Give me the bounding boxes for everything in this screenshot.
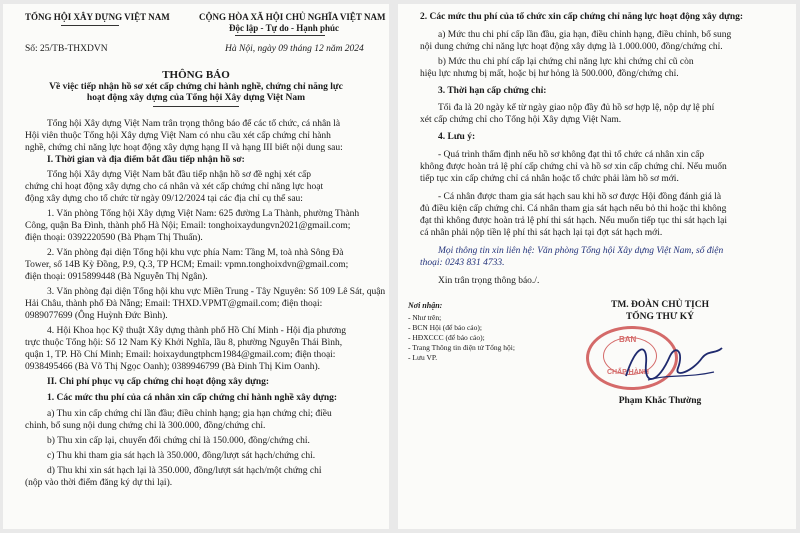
- body-line: Hội viên thuộc Tổng hội Xây dựng Việt Nam có nhu cầu xét cấp chứng chỉ hành: [25, 131, 331, 141]
- section-heading: II. Chi phí phục vụ cấp chứng chỉ hoạt động xây dựng:: [47, 377, 270, 387]
- address-line: điện thoại: 0392220590 (Bà Phạm Thị Thuấn).: [25, 233, 203, 243]
- document-number: Số: 25/TB-THXDVN: [25, 44, 108, 54]
- fee-line: b) Thu xin cấp lại, chuyển đổi chứng chỉ là 150.000, đồng/chứng chỉ.: [47, 436, 310, 446]
- left-document-page: [3, 4, 389, 529]
- subsection-heading: 3. Thời hạn cấp chứng chỉ:: [438, 86, 547, 96]
- contact-line: thoại: 0243 831 4733.: [420, 258, 505, 268]
- recipient-item: - BCN Hội (để báo cáo);: [408, 323, 482, 332]
- signer-name: Phạm Khắc Thường: [618, 396, 702, 406]
- fee-line: a) Thu xin cấp chứng chỉ lần đầu; điều chỉnh hạng; gia hạn chứng chỉ; điều: [47, 409, 332, 419]
- handwritten-signature: [618, 334, 728, 394]
- section-heading: I. Thời gian và địa điểm bắt đầu tiếp nhận hồ sơ:: [47, 155, 245, 165]
- fee-line: nội dung chứng chỉ năng lực hoạt động xây dựng là 1.000.000, đồng/chứng chỉ.: [420, 42, 723, 52]
- address-line: Công, quận Ba Đình, thành phố Hà Nội; Email: tonghoixaydungvn2021@gmail.com;: [25, 221, 351, 231]
- body-line: chứng chỉ hoạt động xây dựng cho cá nhân và xét cấp chứng chỉ năng lực hoạt: [25, 182, 324, 192]
- fee-line: hiệu lực nhưng bị mất, hoặc bị hư hỏng là 500.000, đồng/chứng chỉ.: [420, 69, 679, 79]
- recipient-item: - Như trên;: [408, 313, 442, 322]
- note-line: đủ điều kiện cấp chứng chỉ. Cá nhân tham gia sát hạch nếu bỏ thi hoặc thi không: [420, 204, 727, 214]
- document-subtitle-line-1: Về việc tiếp nhận hồ sơ xét cấp chứng chỉ hành nghề, chứng chỉ năng lực: [49, 82, 343, 92]
- right-document-page: [398, 4, 796, 529]
- recipients-title: Nơi nhận:: [408, 301, 443, 310]
- subsection-heading: 2. Các mức thu phí của tổ chức xin cấp chứng chỉ năng lực hoạt động xây dựng:: [420, 12, 744, 22]
- address-line: 4. Hội Khoa học Kỹ thuật Xây dựng thành phố Hồ Chí Minh - Hội địa phương: [47, 326, 346, 336]
- subsection-heading: 1. Các mức thu phí của cá nhân xin cấp chứng chỉ hành nghề xây dựng:: [47, 393, 338, 403]
- seal-text-top: BAN: [619, 335, 637, 344]
- fee-line: (nộp vào thời điểm đăng ký dự thi lại).: [25, 478, 173, 488]
- recipient-item: - Lưu VP.: [408, 353, 438, 362]
- document-subtitle-line-2: hoạt động xây dựng của Tổng hội Xây dựng Việt Nam: [86, 93, 306, 103]
- address-line: điện thoại: 0915899448 (Bà Nguyễn Thị Ngân).: [25, 272, 208, 282]
- body-line: xét cấp chứng chỉ cho Tổng hội Xây dựng Việt Nam.: [420, 115, 622, 125]
- fee-line: b) Mức thu chi phí cấp lại chứng chỉ năng lực khi chứng chỉ cũ còn: [438, 57, 694, 67]
- header-divider: [61, 25, 119, 26]
- fee-line: c) Thu khi tham gia sát hạch là 350.000, đồng/lượt sát hạch/chứng chỉ.: [47, 451, 316, 461]
- address-line: 3. Văn phòng đại diện Tổng hội khu vực Miền Trung - Tây Nguyên: Số 109 Lê Sát, quận: [47, 287, 386, 297]
- address-line: 0938495466 (Bà Võ Thị Ngọc Oanh); 0389946799 (Bà Đinh Thị Kim Oanh).: [25, 362, 321, 372]
- note-line: cá nhân phải nộp tiền lệ phí thi sát hạch lại tại đợt sát hạch mới.: [420, 228, 663, 238]
- address-line: trực thuộc Tổng hội: Số 12 Nam Kỳ Khởi Nghĩa, lầu 8, phường Nguyễn Thái Bình,: [25, 338, 343, 348]
- document-title: THÔNG BÁO: [162, 69, 230, 81]
- body-line: động xây dựng cho tổ chức từ ngày 09/12/2024 tại các địa chỉ cụ thể sau:: [25, 194, 303, 204]
- note-line: - Cá nhân được tham gia sát hạch sau khi hồ sơ được Hội đồng đánh giá là: [438, 192, 722, 202]
- note-line: đạt thì không được hoàn trả lệ phí thi sát hạch. Nếu muốn tiếp tục thi sát hạch lại: [420, 216, 727, 226]
- note-line: không được hoàn trả lệ phí cấp chứng chỉ và hồ sơ xin cấp chứng chỉ. Nếu muốn: [420, 162, 727, 172]
- address-line: Hải Châu, thành phố Đà Nẵng; Email: THXD.VPMT@gmail.com; điện thoại:: [25, 299, 323, 309]
- document-date: Hà Nội, ngày 09 tháng 12 năm 2024: [225, 44, 364, 54]
- motto: Độc lập - Tự do - Hạnh phúc: [229, 23, 340, 33]
- signature-title: TM. ĐOÀN CHỦ TỊCH: [611, 300, 709, 310]
- body-line: Tối đa là 20 ngày kể từ ngày giao nộp đầy đủ hồ sơ hợp lệ, nộp dự lệ phí: [438, 103, 715, 113]
- address-line: quận 1, TP. Hồ Chí Minh; Email: hoixaydungtphcm1984@gmail.com; điện thoại:: [25, 350, 336, 360]
- subsection-heading: 4. Lưu ý:: [438, 132, 476, 142]
- seal-text-bottom: CHẤP HÀNH: [607, 369, 649, 376]
- body-line: Tổng hội Xây dựng Việt Nam trân trọng thông báo để các tổ chức, cá nhân là: [47, 119, 341, 129]
- body-line: nghề, chứng chỉ năng lực hoạt động xây dựng hạng II và hạng III biết nội dung sau:: [25, 143, 343, 153]
- address-line: 0989077699 (Ông Huỳnh Đức Bình).: [25, 311, 168, 321]
- address-line: Tower, số 14B Kỳ Đồng, P.9, Q.3, TP HCM; Email: vpmn.tonghoixdvn@gmail.com;: [25, 260, 349, 270]
- fee-line: a) Mức thu chi phí cấp lần đầu, gia hạn, điều chỉnh hạng, điều chỉnh, bổ sung: [438, 30, 732, 40]
- fee-line: chỉnh, bổ sung nội dung chứng chỉ là 300.000, đồng/chứng chỉ.: [25, 421, 266, 431]
- organization-name: TỔNG HỘI XÂY DỰNG VIỆT NAM: [25, 12, 170, 22]
- body-line: Tổng hội Xây dựng Việt Nam bắt đầu tiếp nhận hồ sơ đề nghị xét cấp: [47, 170, 312, 180]
- contact-line: Mọi thông tin xin liên hệ: Văn phòng Tổng hội Xây dựng Việt Nam, số điện: [438, 246, 724, 256]
- recipient-item: - HĐXCCC (để báo cáo);: [408, 333, 485, 342]
- country-name: CỘNG HÒA XÃ HỘI CHỦ NGHĨA VIỆT NAM: [199, 12, 386, 22]
- motto-underline: [235, 35, 325, 36]
- address-line: 1. Văn phòng Tổng hội Xây dựng Việt Nam: 625 đường La Thành, phường Thành: [47, 209, 360, 219]
- fee-line: d) Thu khi xin sát hạch lại là 350.000, đồng/lượt sát hạch/một chứng chỉ: [47, 466, 322, 476]
- title-underline: [153, 106, 239, 107]
- closing-line: Xin trân trọng thông báo./.: [438, 276, 540, 286]
- address-line: 2. Văn phòng đại diện Tổng hội khu vực phía Nam: Tầng M, toà nhà Sông Đà: [47, 248, 344, 258]
- signature-role: TỔNG THƯ KÝ: [625, 312, 695, 322]
- recipient-item: - Trang Thông tin điện tử Tổng hội;: [408, 343, 515, 352]
- note-line: tiếp tục xin cấp chứng chỉ cá nhân hoặc tổ chức phải làm hồ sơ mới.: [420, 174, 679, 184]
- note-line: - Quá trình thẩm định nếu hồ sơ không đạt thì tổ chức cá nhân xin cấp: [438, 150, 705, 160]
